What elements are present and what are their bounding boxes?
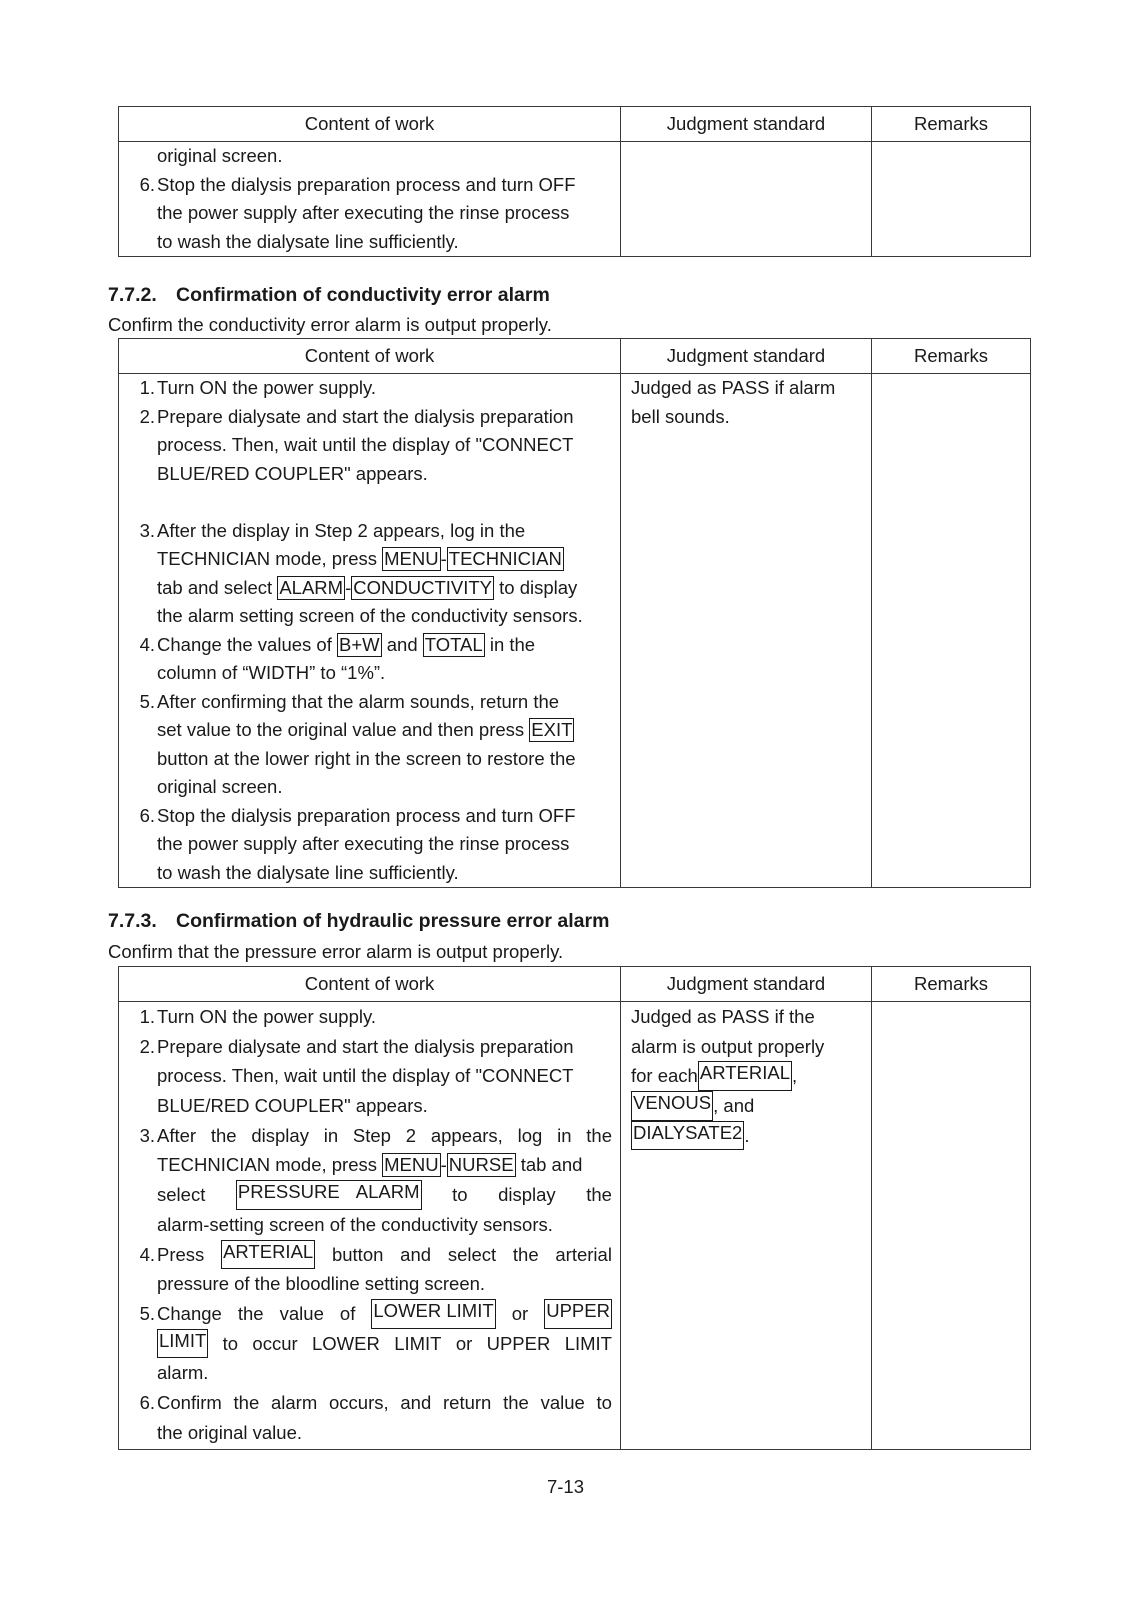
section-title: Confirmation of conductivity error alarm: [176, 284, 550, 306]
judgment-text: Judged as PASS if alarm: [631, 377, 836, 398]
judgment-text: for each: [631, 1065, 698, 1087]
step-text: return: [443, 1391, 492, 1413]
judgment-text: .: [744, 1124, 750, 1146]
step-text: Stop the dialysis preparation process and turn OFF: [157, 173, 576, 195]
header-content-of-work: Content of work: [119, 339, 621, 374]
step-text: button: [331, 1243, 384, 1265]
step-number: 5.: [139, 1302, 155, 1324]
step-text: to: [452, 1184, 468, 1206]
step-text: the: [503, 1391, 529, 1413]
work-table-pressure: [118, 966, 1031, 1450]
venous-key: VENOUS: [631, 1091, 713, 1121]
dash: -: [440, 548, 447, 569]
conductivity-key: CONDUCTIVITY: [353, 576, 493, 598]
table-header-row: [119, 967, 1031, 1002]
header-content-of-work: Content of work: [119, 107, 621, 142]
work-table-conductivity: [118, 338, 1031, 888]
judgment-cell: [621, 1002, 872, 1450]
step-number: 2.: [139, 405, 155, 427]
table-header-row: [119, 339, 1031, 374]
step-text: process. Then, wait until the display of "CONNECT: [157, 1065, 574, 1087]
step-text: TECHNICIAN mode, press: [157, 548, 383, 569]
section-number: 7.7.3.: [108, 910, 157, 932]
step-text: display: [498, 1184, 556, 1206]
step-text: UPPER: [486, 1332, 551, 1354]
step-text: button at the lower right in the screen to restore the: [157, 747, 576, 769]
arterial-key: ARTERIAL: [698, 1061, 792, 1091]
content-cell: [119, 1002, 621, 1450]
section-heading: [108, 284, 550, 307]
pressure-alarm-key: PRESSURE ALARM: [236, 1180, 422, 1210]
judgment-text: bell sounds.: [631, 405, 730, 427]
step-text: pressure of the bloodline setting screen.: [157, 1273, 486, 1295]
step-number: 3.: [139, 519, 155, 541]
step-text: BLUE/RED COUPLER" appears.: [157, 462, 428, 484]
step-text: Press: [157, 1243, 205, 1265]
upper-limit-key: LIMIT: [157, 1329, 208, 1359]
step-text: the alarm setting screen of the conductivity sensors.: [157, 605, 583, 626]
judgment-cell: [621, 142, 872, 257]
section-number: 7.7.2.: [108, 284, 157, 306]
step-text: set value to the original value and then press: [157, 719, 530, 740]
page-number: 7-13: [546, 1476, 585, 1497]
step-text: occurs,: [329, 1391, 389, 1413]
alarm-key: ALARM: [279, 576, 344, 598]
upper-limit-key: UPPER: [544, 1299, 612, 1329]
step-text: After confirming that the alarm sounds, return the: [157, 690, 560, 712]
step-text: LIMIT: [564, 1332, 612, 1354]
remarks-cell: [872, 142, 1031, 257]
step-text: the original value.: [157, 1421, 303, 1443]
judgment-text: Judged as PASS if the: [631, 1006, 815, 1027]
step-text: the: [237, 1302, 264, 1324]
step-text: select: [447, 1243, 497, 1265]
step-number: 1.: [139, 1006, 155, 1027]
header-remarks: Remarks: [872, 339, 1031, 374]
technician-key: TECHNICIAN: [448, 548, 562, 569]
step-text: tab and: [515, 1154, 583, 1176]
step-text: Turn ON the power supply.: [157, 1006, 377, 1027]
step-text: to: [222, 1332, 239, 1354]
step-text: the: [586, 1184, 612, 1206]
section-heading: [108, 910, 609, 933]
exit-key: EXIT: [531, 719, 573, 740]
step-number: 6.: [139, 804, 155, 826]
remarks-cell: [872, 374, 1031, 888]
bw-key: B+W: [339, 633, 380, 655]
step-number: 5.: [139, 690, 155, 712]
header-remarks: Remarks: [872, 107, 1031, 142]
table-row: [119, 374, 1031, 888]
header-judgment-standard: Judgment standard: [621, 107, 872, 142]
step-text: the power supply after executing the rinse process: [157, 202, 570, 223]
judgment-text: ,: [792, 1065, 798, 1087]
step-number: 6.: [139, 173, 155, 195]
content-cell: [119, 374, 621, 888]
header-judgment-standard: Judgment standard: [621, 339, 872, 374]
step-text: and: [400, 1391, 432, 1413]
step-text: alarm.: [157, 1362, 209, 1384]
header-content-of-work: Content of work: [119, 967, 621, 1002]
step-text: After the display in Step 2 appears, log in the: [157, 519, 526, 541]
menu-key: MENU: [384, 1154, 439, 1176]
section-title: Confirmation of hydraulic pressure error alarm: [176, 910, 610, 932]
content-cell: [119, 142, 621, 257]
step-text: the: [512, 1243, 539, 1265]
menu-key: MENU: [384, 548, 439, 569]
step-text: TECHNICIAN mode, press: [157, 1154, 383, 1176]
judgment-text: alarm is output properly: [631, 1035, 825, 1057]
step-text: value: [279, 1302, 324, 1324]
step-number: 4.: [139, 633, 155, 655]
section-intro: Confirm that the pressure error alarm is output properly.: [108, 941, 564, 962]
work-table-continued: [118, 106, 1031, 257]
step-text: to wash the dialysate line sufficiently.: [157, 230, 459, 252]
step-text: Prepare dialysate and start the dialysis preparation: [157, 405, 574, 427]
step-text: Change: [157, 1302, 222, 1324]
step-text: BLUE/RED COUPLER" appears.: [157, 1095, 428, 1117]
judgment-cell: [621, 374, 872, 888]
step-text: in the: [484, 633, 536, 655]
step-text: the power supply after executing the rinse process: [157, 833, 570, 854]
section-intro: Confirm the conductivity error alarm is output properly.: [108, 314, 552, 335]
header-remarks: Remarks: [872, 967, 1031, 1002]
step-text: alarm-setting screen of the conductivity sensors.: [157, 1213, 553, 1235]
judgment-text: , and: [713, 1095, 755, 1117]
step-text: original screen.: [157, 145, 283, 166]
step-text: tab and select: [157, 576, 278, 598]
step-text: process. Then, wait until the display of "CONNECT: [157, 434, 574, 455]
table-row: [119, 142, 1031, 257]
step-text: original screen.: [157, 776, 283, 797]
step-text: select: [157, 1184, 206, 1206]
total-key: TOTAL: [424, 633, 483, 655]
step-text: and: [381, 633, 423, 655]
step-text: Change the values of: [157, 633, 337, 655]
step-text: After the display in Step 2 appears, log in the: [157, 1124, 612, 1146]
step-text: Confirm: [157, 1391, 222, 1413]
dash: -: [345, 576, 352, 598]
step-text: LOWER: [312, 1332, 380, 1354]
step-number: 2.: [139, 1035, 155, 1057]
dash: -: [440, 1154, 447, 1176]
arterial-key: ARTERIAL: [221, 1240, 315, 1270]
step-text: value: [540, 1391, 585, 1413]
lower-limit-key: LOWER LIMIT: [371, 1299, 495, 1329]
step-text: and: [400, 1243, 432, 1265]
step-text: or: [511, 1302, 529, 1324]
remarks-cell: [872, 1002, 1031, 1450]
step-text: of: [339, 1302, 356, 1324]
step-number: 6.: [139, 1391, 155, 1413]
step-text: alarm: [270, 1391, 318, 1413]
step-number: 3.: [139, 1124, 155, 1146]
dialysate2-key: DIALYSATE2: [631, 1121, 744, 1151]
step-text: or: [455, 1332, 473, 1354]
step-text: to display: [494, 576, 578, 598]
step-number: 1.: [139, 377, 155, 398]
step-text: Prepare dialysate and start the dialysis preparation: [157, 1035, 574, 1057]
step-text: LIMIT: [394, 1332, 442, 1354]
step-text: the: [233, 1391, 260, 1413]
step-text: Stop the dialysis preparation process and turn OFF: [157, 804, 576, 826]
nurse-key: NURSE: [448, 1154, 514, 1176]
header-judgment-standard: Judgment standard: [621, 967, 872, 1002]
step-text: Turn ON the power supply.: [157, 377, 377, 398]
step-text: to: [596, 1391, 612, 1413]
step-number: 4.: [139, 1243, 155, 1265]
step-text: arterial: [555, 1243, 612, 1265]
step-text: column of “WIDTH” to “1%”.: [157, 662, 386, 683]
step-text: occur: [252, 1332, 298, 1354]
step-text: to wash the dialysate line sufficiently.: [157, 861, 459, 883]
table-row: [119, 1002, 1031, 1450]
table-header-row: [119, 107, 1031, 142]
